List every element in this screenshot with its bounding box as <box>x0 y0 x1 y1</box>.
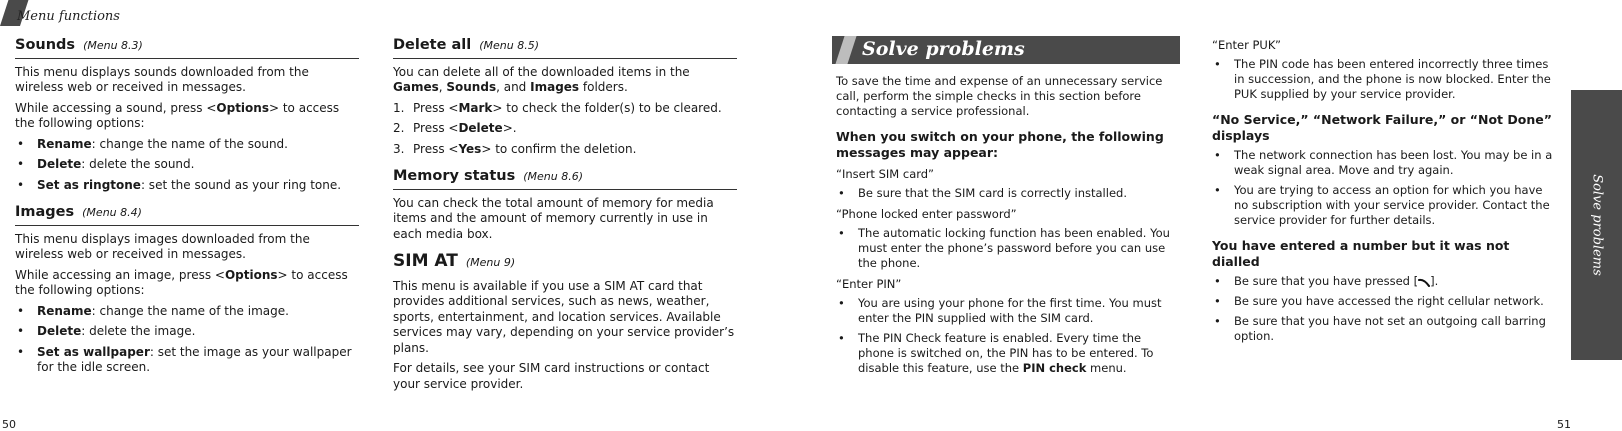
list-item: • The PIN code has been entered incorrectly three times in succession, and the phone is now blocked. Enter the PUK supplied by your service provider. <box>1212 57 1557 102</box>
list-item: • The automatic locking function has been enabled. You must enter the phone’s password before you can use the phone. <box>836 226 1178 271</box>
not-dialled-heading: You have entered a number but it was not dialled <box>1212 238 1510 269</box>
switch-on-heading: When you switch on your phone, the following messages may appear: <box>836 129 1164 160</box>
sim-at-menu-ref: (Menu 9) <box>465 256 516 269</box>
list-item: • Rename: change the name of the sound. <box>15 137 359 153</box>
memory-status-text: You can check the total amount of memory for media items and the amount of memory currently in use in each media box. <box>393 195 714 241</box>
side-tab-label: Solve problems <box>1589 174 1604 276</box>
page-number-right: 51 <box>1557 418 1571 431</box>
list-item: • Be sure that the SIM card is correctly installed. <box>836 186 1178 201</box>
side-tab <box>1571 90 1622 360</box>
insert-sim-list <box>836 186 1178 201</box>
sim-at-text-1: This menu is available if you use a SIM AT card that provides additional services, such as news, weather, sports, entertainment, and location services. Available services may vary, depending on your service provider’s plans. <box>393 278 735 355</box>
delete-all-intro: You can delete all of the downloaded items in the Games, Sounds, and Images folders. <box>393 64 690 94</box>
list-item: • Set as wallpaper: set the image as your wallpaper for the idle screen. <box>15 345 359 376</box>
sim-at-heading: SIM AT (Menu 9) <box>393 251 516 271</box>
list-item: 3. Press <Yes> to confirm the deletion. <box>393 141 637 156</box>
no-service-heading: “No Service,” “Network Failure,” or “Not Done” displays <box>1212 112 1552 143</box>
list-item: 2. Press <Delete>. <box>393 121 517 135</box>
list-item: • You are using your phone for the first time. You must enter the PIN supplied with the SIM card. <box>836 296 1178 326</box>
list-item: • Be sure you have accessed the right cellular network. <box>1212 294 1557 309</box>
list-item: • Set as ringtone: set the sound as your ring tone. <box>15 178 359 194</box>
column-2 <box>393 38 737 397</box>
insert-sim-quote: “Insert SIM card” <box>836 167 935 181</box>
images-menu-ref: (Menu 8.4) <box>82 206 142 219</box>
list-item: • Be sure that you have pressed [ ]. <box>1212 274 1557 289</box>
list-item: 1. Press <Mark> to check the folder(s) to be cleared. <box>393 100 722 115</box>
list-item: • The PIN Check feature is enabled. Every time the phone is switched on, the PIN has to be entered. To disable this feature, use the PIN check menu. <box>836 331 1178 376</box>
images-intro: This menu displays images downloaded from the wireless web or received in messages. <box>15 231 310 261</box>
sounds-access-text: While accessing a sound, press <Options> to access the following options: <box>15 100 340 130</box>
section-title: Solve problems <box>862 38 1025 60</box>
enter-puk-quote: “Enter PUK” <box>1212 38 1281 52</box>
sounds-menu-ref: (Menu 8.3) <box>83 39 143 52</box>
sounds-options-list <box>15 137 359 194</box>
enter-pin-list <box>836 296 1178 376</box>
list-item: • Delete: delete the image. <box>15 324 359 340</box>
memory-status-heading: Memory status (Menu 8.6) <box>393 169 737 190</box>
delete-all-steps <box>393 101 737 158</box>
column-3 <box>836 74 1178 381</box>
page-number-left: 50 <box>2 418 16 431</box>
not-dialled-list <box>1212 274 1557 344</box>
solve-intro: To save the time and expense of an unnecessary service call, perform the simple checks in this section before contacting a service professional. <box>836 74 1163 118</box>
list-item: • Delete: delete the sound. <box>15 157 359 173</box>
memory-status-menu-ref: (Menu 8.6) <box>523 170 583 183</box>
list-item: • Rename: change the name of the image. <box>15 304 359 320</box>
delete-all-heading: Delete all (Menu 8.5) <box>393 38 737 59</box>
column-4 <box>1212 38 1557 349</box>
phone-locked-list <box>836 226 1178 271</box>
images-access-text: While accessing an image, press <Options> to access the following options: <box>15 267 348 297</box>
images-options-list <box>15 304 359 376</box>
sim-at-text-2: For details, see your SIM card instructions or contact your service provider. <box>393 361 710 391</box>
images-heading: Images (Menu 8.4) <box>15 205 359 226</box>
column-1 <box>15 38 359 381</box>
sounds-intro: This menu displays sounds downloaded from the wireless web or received in messages. <box>15 64 309 94</box>
sounds-heading: Sounds (Menu 8.3) <box>15 38 359 59</box>
delete-all-menu-ref: (Menu 8.5) <box>479 39 539 52</box>
list-item: • The network connection has been lost. You may be in a weak signal area. Move and try again. <box>1212 148 1557 178</box>
list-item: • You are trying to access an option for which you have no subscription with your service provider. Contact the service provider for further details. <box>1212 183 1557 228</box>
enter-pin-quote: “Enter PIN” <box>836 277 902 291</box>
page-header: Menu functions <box>17 9 120 24</box>
send-key-icon <box>1418 277 1430 287</box>
list-item: • Be sure that you have not set an outgoing call barring option. <box>1212 314 1557 344</box>
phone-locked-quote: “Phone locked enter password” <box>836 207 1017 221</box>
enter-puk-list <box>1212 57 1557 102</box>
no-service-list <box>1212 148 1557 228</box>
